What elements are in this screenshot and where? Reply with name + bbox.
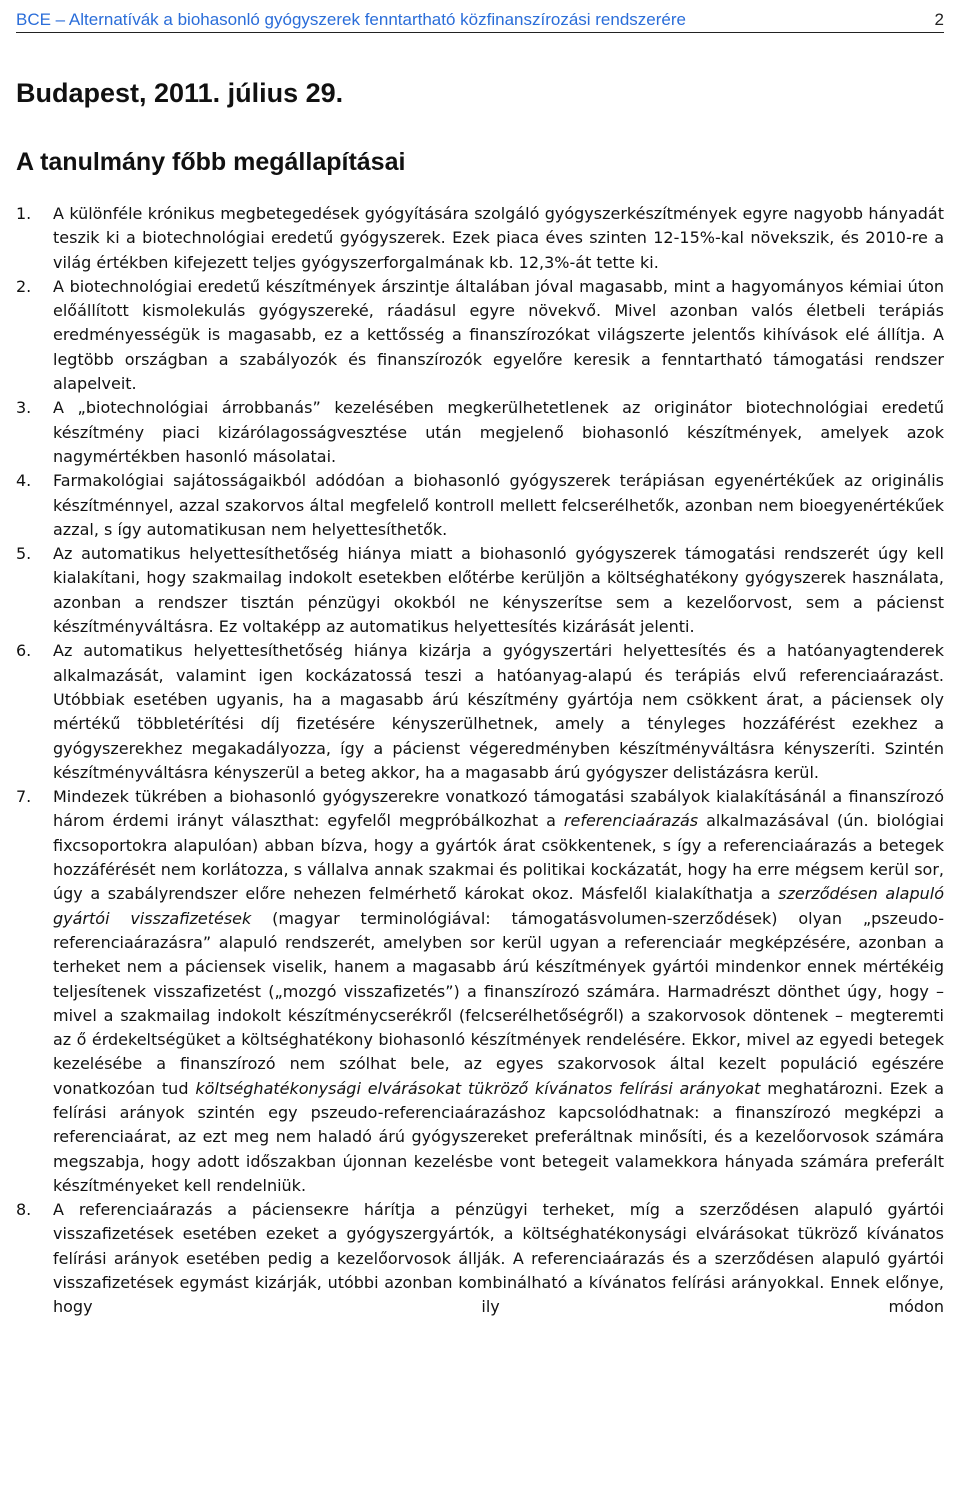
text-run: (magyar terminológiával: támogatásvolumen-szerződések) olyan „pszeudo-referenciaárazásra” alapuló rendszerét, amelyben sor kerül ugyan a referenciaár megképzésére, azonban a terheket nem a páciensek viselik, hanem a magasabb árú készítmények gyártói mindenkor ennek mértékéig teljesítenek visszafizetést („mozgó visszafizetés”) a finanszírozó számára. Harmadrészt dönthet úgy, hogy – mivel a szakmailag indokolt készítménycserékről (felcserélhetőségről) a szakorvosok döntenek – megteremti az ő érdekeltségüket a költséghatékony biohasonló készítmények rendelésére. Ekkor, mivel az egyedi betegek kezelésébe a finanszírozó nem szólhat bele, az egyes szakorvosok által kezelt populáció egészére vonatkozóan tud: [53, 908, 944, 1098]
finding-number: 8.: [16, 1200, 32, 1220]
text-run: alkalmazásával (ún. biológiai fixcsoportokra alapulóan) abban bízva, hogy a gyártók árat csökkentenek, s így a referenciaárazás a betegek hozzáférését nem korlátozza, s vállalva annak szakmai és politikai kockázatát, hogy ha erre mégsem kerül sor, úgy a szabályrendszer előre nehezen felmérhető károkat okoz. Másfelől kialakíthatja a: [53, 811, 945, 904]
finding-item-4: [16, 469, 944, 542]
finding-number: 1.: [16, 204, 32, 223]
section-title: A tanulmány főbb megállapításai: [16, 148, 406, 176]
header-title: BCE – Alternatívák a biohasonló gyógyszerek fenntartható közfinanszírozási rendszerére: [16, 10, 686, 29]
finding-number: 6.: [16, 641, 32, 661]
page-number: 2: [934, 10, 944, 29]
finding-text: A „biotechnológiai árrobbanás” kezelésében megkerülhetetlenek az originátor biotechnológiai eredetű készítmény piaci kizárólagosságvesztése után megjelenő biohasonló készítmények, amelyek azok nagymértékben hasonló másolatai.: [53, 398, 944, 466]
finding-number: 5.: [16, 544, 32, 564]
finding-text: [53, 785, 944, 1198]
finding-number: 3.: [16, 398, 32, 418]
text-run: Mindezek tükrében a biohasonló gyógyszerekre vonatkozó támogatási szabályok kialakításánál a finanszírozó három érdemi irányt választhat: egyfelől megpróbálkozhat a: [53, 787, 944, 831]
finding-text: Az automatikus helyettesíthetőség hiánya miatt a biohasonló gyógyszerek támogatási rendszerét úgy kell kialakítani, hogy szakmailag indokolt esetekben előtérbe kerüljön a költséghatékony gyógyszerek használata, azonban a rendszer tisztán pénzügyi okokból ne kényszerítse sem a kezelőorvost, sem a pácienst készítményváltásra. Ez voltaképp az automatikus helyettesítés kizárását jelenti.: [53, 544, 944, 637]
finding-item-7: [16, 785, 944, 1198]
document-date: Budapest, 2011. július 29.: [16, 78, 344, 108]
finding-item-5: [16, 542, 944, 639]
finding-item-8: [16, 1198, 944, 1319]
text-run: meghatározni. Ezek a felírási arányok szintén egy pszeudo-referenciaárazáshoz kapcsolódhatnak: a finanszírozó megképzi a referenciaárat, az ezt meg nem haladó árú gyógyszereket preferáltnak minősíti, és a kezelőorvosok számára megszabja, hogy adott időszakban újonnan kezelésbe vont betegeit valamekkora hányada számára preferált készítményeket kell rendelniük.: [53, 1078, 944, 1195]
finding-text: Az automatikus helyettesíthetőség hiánya kizárja a gyógyszertári helyettesítés és a hatóanyagtenderek alkalmazását, valamint igen kockázatossá teszi a hatóanyag-alapú és terápiás elvű referenciaárazást. Utóbbiak esetében ugyanis, ha a magasabb árú készítmény gyártója nem csökkent árat, a páciensek oly mértékű többletérítési díj fizetésére kényszerülhetnek, amely a tényleges hozzáférést ezekhez a gyógyszerekhez megakadályozza, így a pácienst végeredményben készítményváltásra kényszeríti. Szintén készítményváltásra kényszerül a beteg akkor, ha a magasabb árú gyógyszer delistázásra kerül.: [53, 641, 944, 782]
finding-item-6: [16, 639, 944, 785]
finding-text: Farmakológiai sajátosságaikból adódóan a biohasonló gyógyszerek terápiásan egyenértékűek az originális készítménnyel, azzal szakorvos által megfelelő kontroll mellett felcserélhetők, azonban nem bioegyenértékűek azzal, s így automatikusan nem helyettesíthetők.: [53, 471, 944, 539]
emphasis-run: szerződésen alapuló gyártói visszafizetések: [53, 884, 944, 928]
finding-text: A referenciaárazás a pácienseкre hárítja a pénzügyi terheket, míg a szerződésen alapuló gyártói visszafizetések esetében ezeket a gyógyszergyártók, a költséghatékonysági elvárásokat tükröző kívánatos felírási arányok esetében pedig a kezelőorvosok állják. A referenciaárazás és a szerződésen alapuló gyártói visszafizetések egymást kizárják, utóbbi azonban kombinálható a kívánatos felírási arányokkal. Ennek előnye, hogy ily módon: [53, 1200, 944, 1317]
page-header: [16, 4, 944, 33]
finding-text: A biotechnológiai eredetű készítmények árszintje általában jóval magasabb, mint a hagyományos kémiai úton előállított kismolekulás gyógyszereké, ráadásul egyre növekvő. Mivel azonban valós életbeli terápiás eredményességük is magasabb, ez a kettősség a finanszírozókat világszerte jelentős kihívások elé állítja. A legtöbb országban a szabályozók és finanszírozók egyelőre keresik a fenntartható támogatási rendszer alapelveit.: [53, 276, 944, 394]
finding-number: 2.: [16, 276, 32, 296]
finding-item-1: [16, 202, 944, 275]
finding-number: 4.: [16, 471, 32, 491]
emphasis-run: költséghatékonysági elvárásokat tükröző kívánatos felírási arányokat: [195, 1078, 761, 1098]
emphasis-run: referenciaárazás: [563, 811, 699, 831]
finding-text: A különféle krónikus megbetegedések gyógyítására szolgáló gyógyszerkészítmények egyre nagyobb hányadát teszik ki a biotechnológiai eredetű gyógyszerek. Ezek piaca éves szinten 12-15%-kal növekszik, és 2010-re a világ értékben kifejezett teljes gyógyszerforgalmának kb. 12,3%-át tette ki.: [53, 204, 944, 272]
finding-item-3: [16, 396, 944, 469]
finding-number: 7.: [16, 787, 32, 807]
findings-list: [16, 202, 944, 1320]
finding-item-2: [16, 275, 944, 396]
